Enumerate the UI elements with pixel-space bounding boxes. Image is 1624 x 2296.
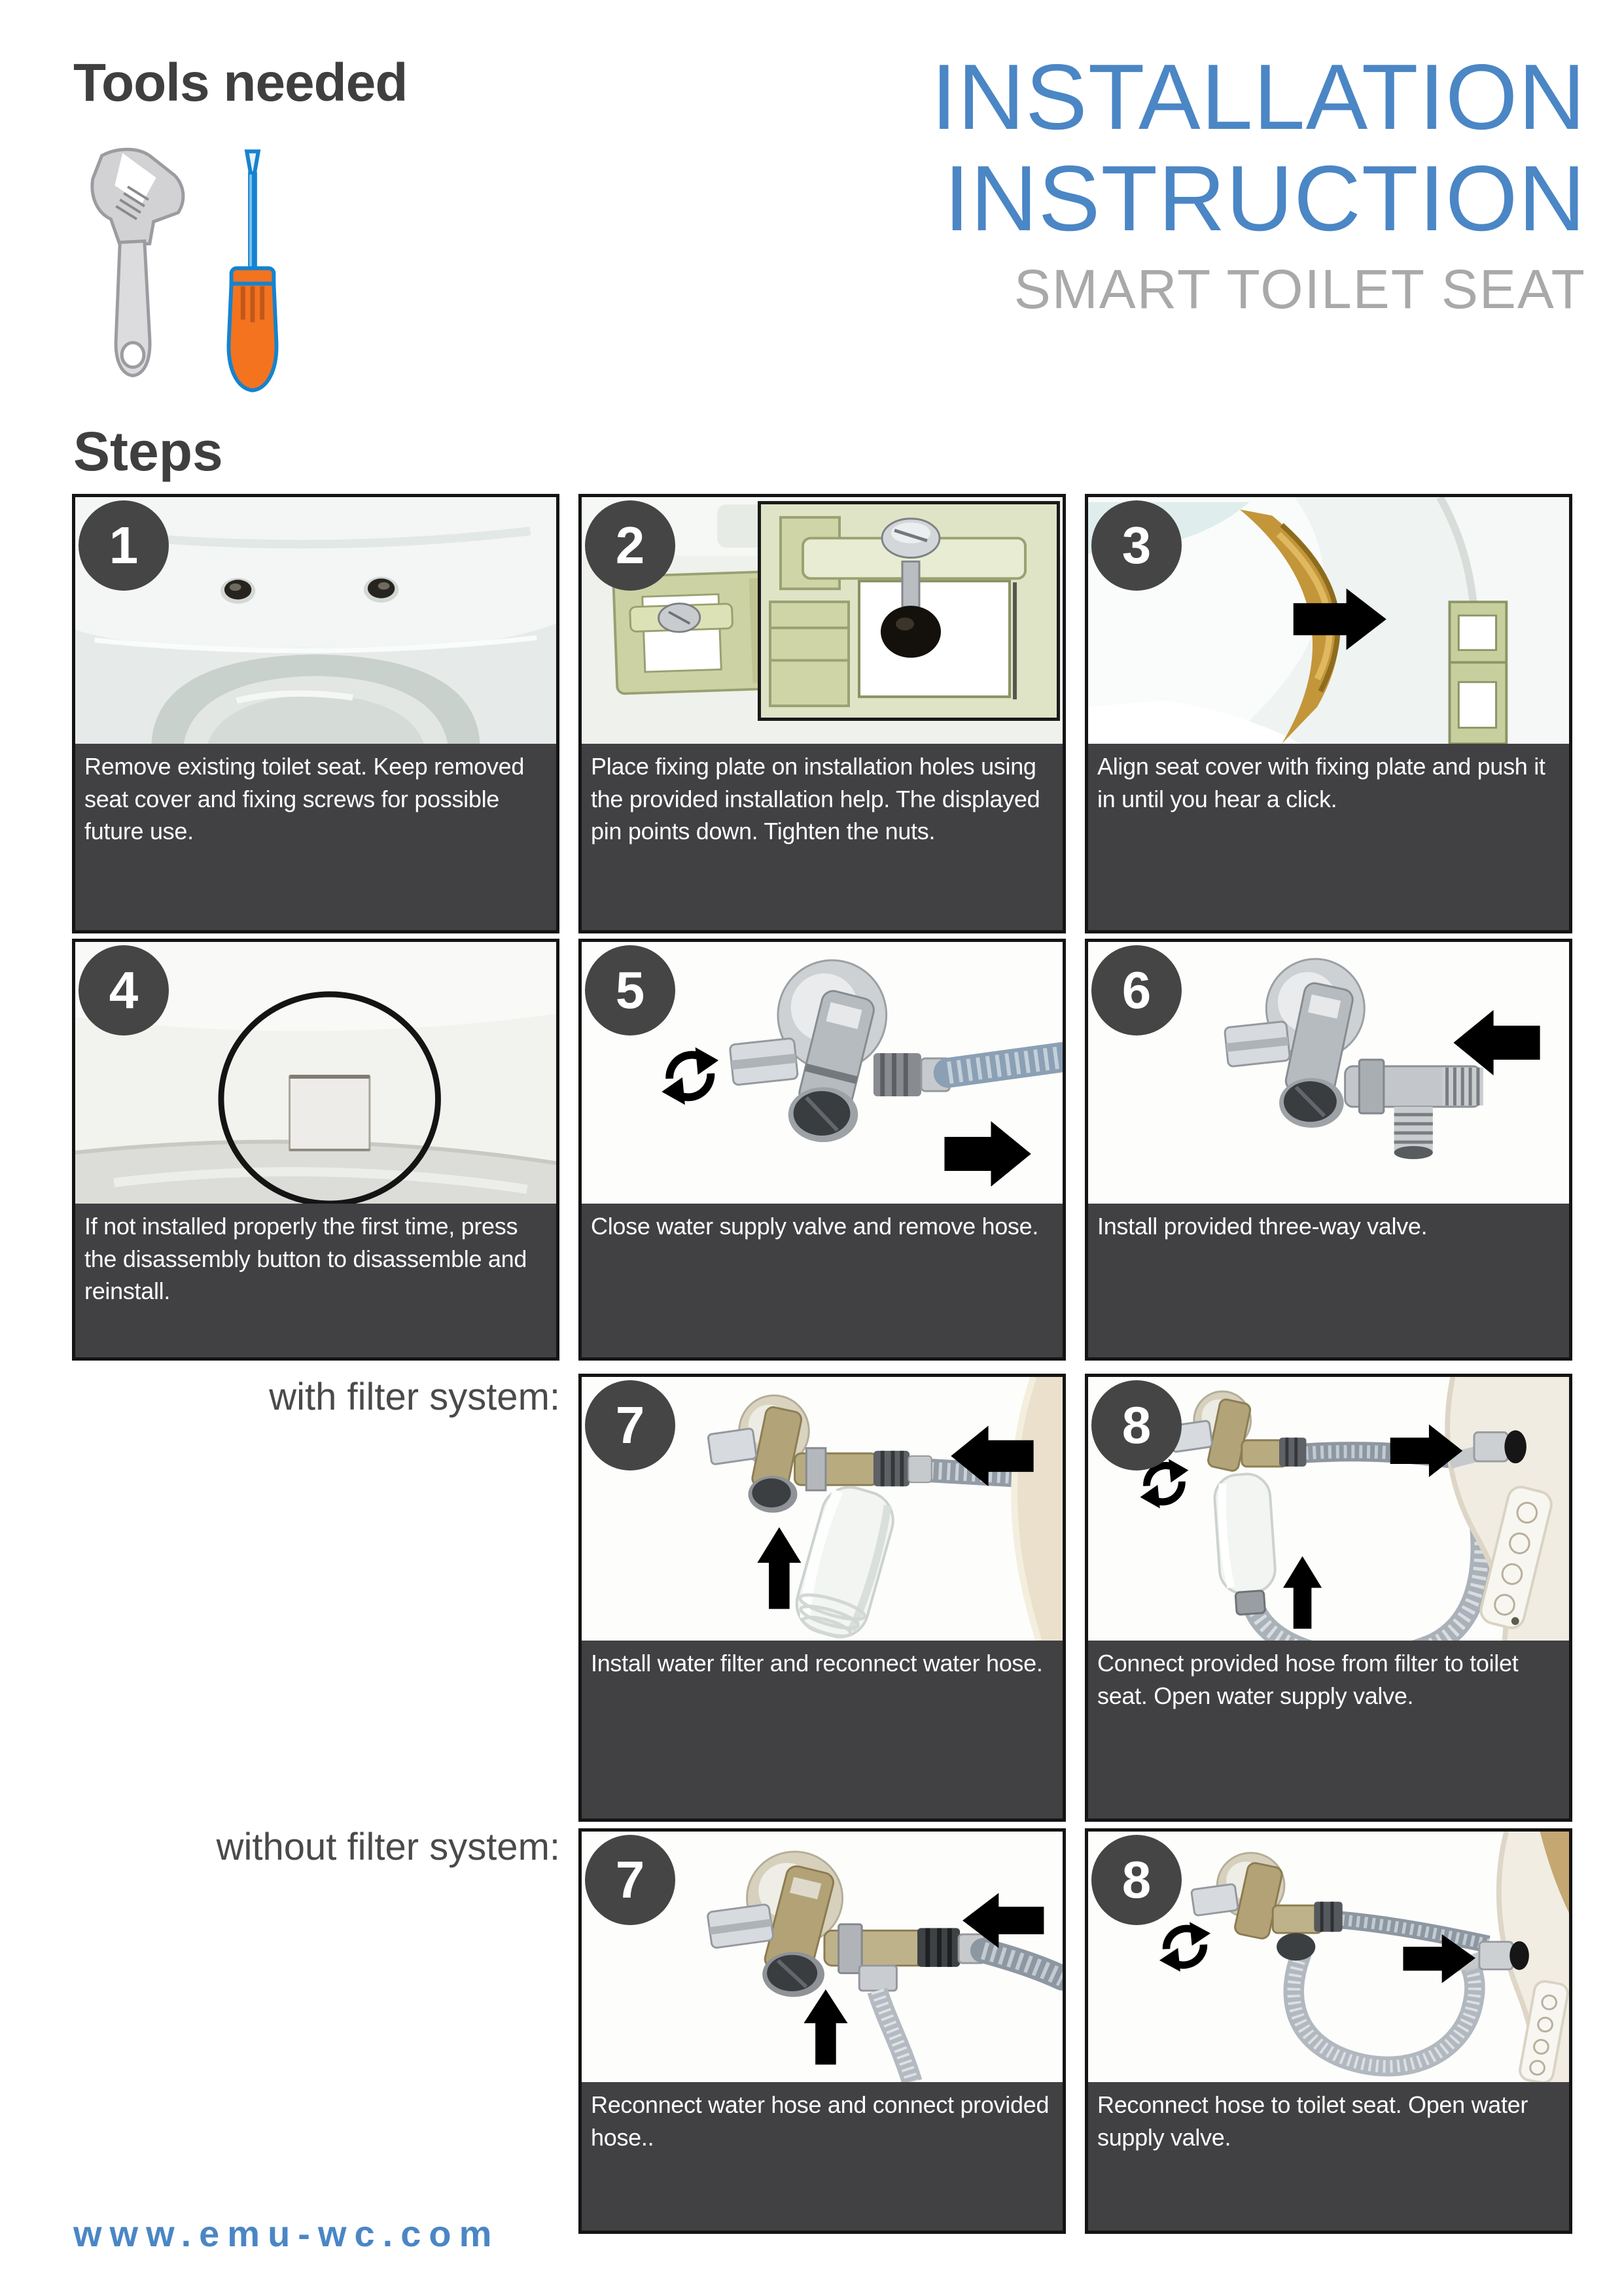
hose-nut [1279,1438,1306,1467]
step-card-8-filter [1085,1374,1572,1822]
fixing-plate-edge [1449,602,1506,744]
hose-nut [1314,1902,1342,1932]
hose-nut [917,1928,960,1966]
step-card-6 [1085,939,1572,1361]
tools-icons [77,145,288,400]
step-card-7-filter [578,1374,1066,1822]
step-caption: Align seat cover with fixing plate and push it in until you hear a click. [1088,744,1569,930]
threaded-outlet-down [1394,1107,1433,1159]
step-number-badge [1091,500,1182,591]
step-card-2 [578,494,1066,933]
step-caption: Install provided three-way valve. [1088,1204,1569,1357]
pin [881,606,941,658]
website-link: www.emu-wc.com [73,2213,500,2254]
step-number-badge [585,1380,675,1470]
valve-handle [730,1038,798,1085]
step-number-badge [585,500,675,591]
tools-needed-heading: Tools needed [73,53,408,113]
step-card-1 [72,494,559,933]
step-number-badge [79,500,169,591]
page-title [931,47,1586,250]
step-number-badge [585,1835,675,1925]
step-card-3 [1085,494,1572,933]
step-number-badge [585,945,675,1035]
step-number-badge [1091,1380,1182,1470]
step-caption: Place fixing plate on installation holes using the provided installation help. The displayed pin points down. Tighten the nuts. [582,744,1063,930]
step-number: 5 [615,961,645,1019]
page-subtitle: SMART TOILET SEAT [1014,258,1586,320]
step-caption: Reconnect water hose and connect provided hose.. [582,2082,1063,2231]
step-number-badge [1091,945,1182,1035]
valve-handle [1224,1021,1290,1067]
step-number-badge [1091,1835,1182,1925]
step-number: 2 [615,516,645,574]
step-caption: Reconnect hose to toilet seat. Open water supply valve. [1088,2082,1569,2231]
step-number: 4 [109,961,139,1019]
hex-fitting [859,1966,896,1991]
step-number: 6 [1121,961,1152,1019]
without-filter-label: without filter system: [216,1826,560,1868]
step-caption: Remove existing toilet seat. Keep removed seat cover and fixing screws for possible future use. [75,744,556,930]
step-caption: Install water filter and reconnect water hose. [582,1641,1063,1818]
step-card-5 [578,939,1066,1361]
threaded-outlet-right [1442,1068,1483,1105]
valve-handle [707,1904,774,1949]
wrench-icon [77,145,194,400]
step-caption: If not installed properly the first time, press the disassembly button to disassemble and reinstall. [75,1204,556,1357]
hose-nut [874,1053,921,1096]
step-number: 1 [109,516,139,574]
inset-detail-photo [758,501,1060,721]
step-number: 7 [615,1851,645,1909]
title-block [931,47,1586,321]
step-number: 8 [1121,1396,1152,1454]
step-caption: Connect provided hose from filter to toilet seat. Open water supply valve. [1088,1641,1569,1818]
step-number-badge [79,945,169,1035]
step-number: 3 [1121,516,1152,574]
step-card-7-nofilter [578,1828,1066,2234]
step-card-8-nofilter [1085,1828,1572,2234]
valve-handle [708,1428,757,1465]
step-caption: Close water supply valve and remove hose. [582,1204,1063,1357]
with-filter-label: with filter system: [269,1376,560,1418]
title-line-2: INSTRUCTION [944,146,1586,251]
step-number: 7 [615,1396,645,1454]
step-number: 8 [1121,1851,1152,1909]
step-card-4 [72,939,559,1361]
pin-detail-illustration [761,504,1057,718]
valve-handle [1191,1884,1238,1916]
screwdriver-icon [217,145,288,400]
steps-heading: Steps [73,421,223,482]
hose-nut [874,1451,909,1486]
title-line-1: INSTALLATION [931,45,1586,149]
disassembly-button [290,1077,370,1150]
